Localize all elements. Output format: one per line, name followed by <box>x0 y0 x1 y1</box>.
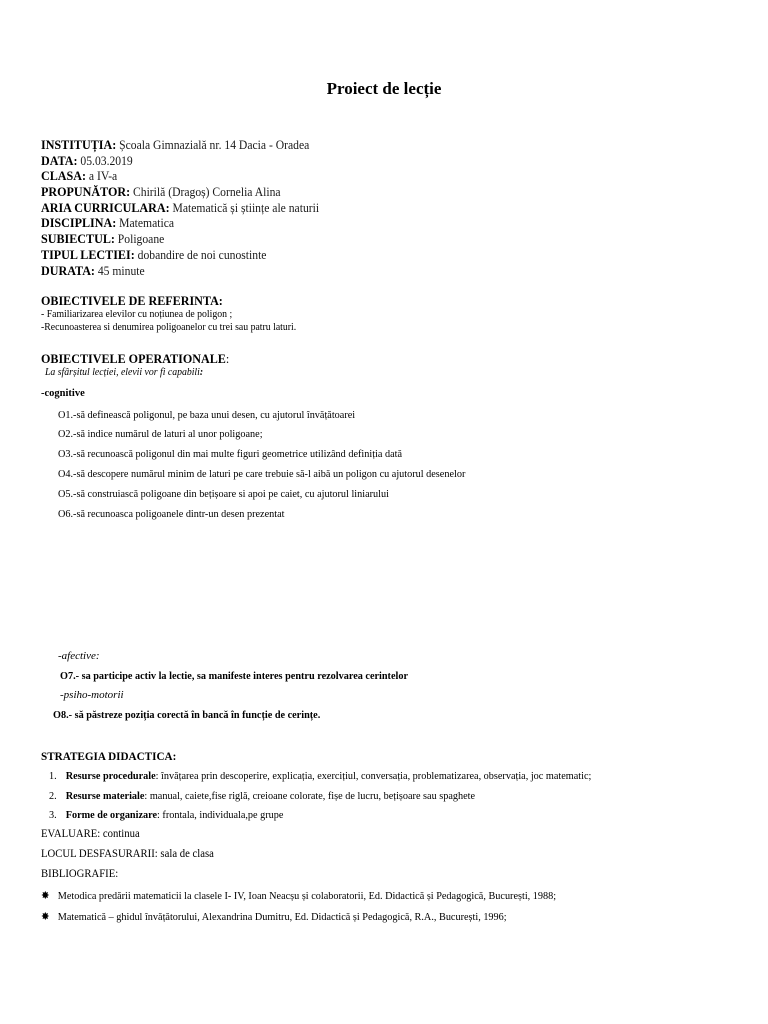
info-institution <box>41 137 309 153</box>
info-key: DURATA: <box>41 263 95 278</box>
info-date <box>41 153 133 169</box>
strategy-item-key: Resurse materiale <box>65 790 145 802</box>
objective-o5: O5.-să construiască poligoane din bețișoare si apoi pe caiet, cu ajutorul liniarului <box>58 488 389 500</box>
info-subject <box>41 231 164 247</box>
objective-o7: O7.- sa participe activ la lectie, sa manifeste interes pentru rezolvarea cerintelor <box>60 670 409 682</box>
bibliography-text: Matematică – ghidul învățătorului, Alexandrina Dumitru, Ed. Didactică și Pedagogică, R.A., București, 1996; <box>57 911 507 923</box>
strategy-item <box>49 809 283 821</box>
info-value: dobandire de noi cunostinte <box>137 248 267 262</box>
info-value: Chirilă (Dragoș) Cornelia Alina <box>133 185 281 199</box>
star-bullet-icon: ✸ <box>41 890 50 902</box>
info-value: a IV-a <box>88 169 118 183</box>
info-value: Matematică și științe ale naturii <box>172 201 320 215</box>
bibliography-item <box>41 889 556 902</box>
info-key: ARIA CURRICULARA: <box>41 200 170 215</box>
objective-o8: O8.- să păstreze poziția corectă în bancă în funcție de cerințe. <box>53 709 321 721</box>
strategy-item <box>49 790 475 802</box>
strategy-item-number: 1. <box>49 770 57 782</box>
page-title: Proiect de lecție <box>326 79 442 98</box>
op-objectives-title: OBIECTIVELE OPERATIONALE <box>41 351 226 366</box>
info-value: 05.03.2019 <box>80 154 133 168</box>
intro-text: La sfârșitul lecției, elevii vor fi capabili <box>45 367 200 378</box>
strategy-item <box>49 770 591 782</box>
info-key: INSTITUȚIA: <box>41 137 117 152</box>
cognitive-label: -cognitive <box>41 388 85 399</box>
ref-objectives-heading: OBIECTIVELE DE REFERINTA: <box>41 293 223 308</box>
info-value: Școala Gimnazială nr. 14 Dacia - Oradea <box>119 138 310 152</box>
strategy-item-value: : manual, caiete,fise riglă, creioane colorate, fișe de lucru, bețișoare sau spaghete <box>144 790 476 802</box>
info-key: DISCIPLINA: <box>41 215 117 230</box>
ref-objective-item: - Familiarizarea elevilor cu noțiunea de poligon ; <box>41 309 233 320</box>
info-curricular-area <box>41 200 319 216</box>
psychomotor-label: -psiho-motorii <box>60 689 124 701</box>
info-value: Matematica <box>119 216 175 230</box>
bibliography-item <box>41 910 507 923</box>
strategy-item-key: Forme de organizare <box>65 809 158 821</box>
intro-colon: : <box>199 367 204 378</box>
objective-o3: O3.-să recunoască poligonul din mai multe figuri geometrice utilizând definiția dată <box>58 448 403 460</box>
info-proposer <box>41 184 281 200</box>
info-class <box>41 168 117 184</box>
info-lesson-type <box>41 247 266 263</box>
info-key: PROPUNĂTOR: <box>41 184 131 199</box>
bibliography-heading: BIBLIOGRAFIE: <box>41 868 119 880</box>
strategy-item-number: 2. <box>49 790 57 802</box>
op-objectives-intro <box>45 367 203 378</box>
strategy-heading: STRATEGIA DIDACTICA: <box>41 749 177 763</box>
op-objectives-colon: : <box>225 351 230 366</box>
info-key: SUBIECTUL: <box>41 231 115 246</box>
evaluation-line: EVALUARE: continua <box>41 828 140 840</box>
objective-o4: O4.-să descopere numărul minim de laturi pe care trebuie să-l aibă un poligon cu ajutorul desenelor <box>58 468 466 480</box>
info-discipline <box>41 215 174 231</box>
info-value: Poligoane <box>117 232 165 246</box>
ref-objective-item: -Recunoasterea si denumirea poligoanelor cu trei sau patru laturi. <box>41 322 297 333</box>
op-objectives-heading <box>41 351 229 367</box>
strategy-item-number: 3. <box>49 809 57 821</box>
strategy-item-value: : frontala, individuala,pe grupe <box>157 809 284 821</box>
info-duration <box>41 263 145 279</box>
location-line: LOCUL DESFASURARII: sala de clasa <box>41 848 214 860</box>
objective-o2: O2.-să indice numărul de laturi al unor poligoane; <box>58 428 263 440</box>
strategy-item-key: Resurse procedurale <box>65 770 156 782</box>
info-value: 45 minute <box>97 264 145 278</box>
objective-o6: O6.-să recunoasca poligoanele dintr-un desen prezentat <box>58 508 285 520</box>
star-bullet-icon: ✸ <box>41 911 50 923</box>
info-key: CLASA: <box>41 168 87 183</box>
objective-o1: O1.-să definească poligonul, pe baza unui desen, cu ajutorul învățătoarei <box>58 409 356 421</box>
affective-label: -afective: <box>58 650 100 662</box>
info-key: TIPUL LECTIEI: <box>41 247 135 262</box>
bibliography-text: Metodica predării matematicii la clasele I- IV, Ioan Neacșu și colaboratorii, Ed. Didactică și Pedagogică, București, 1988; <box>57 890 557 902</box>
info-key: DATA: <box>41 153 78 168</box>
strategy-item-value: : învățarea prin descoperire, explicația, exercițiul, conversația, problematizarea, observația, joc matematic; <box>155 770 592 782</box>
